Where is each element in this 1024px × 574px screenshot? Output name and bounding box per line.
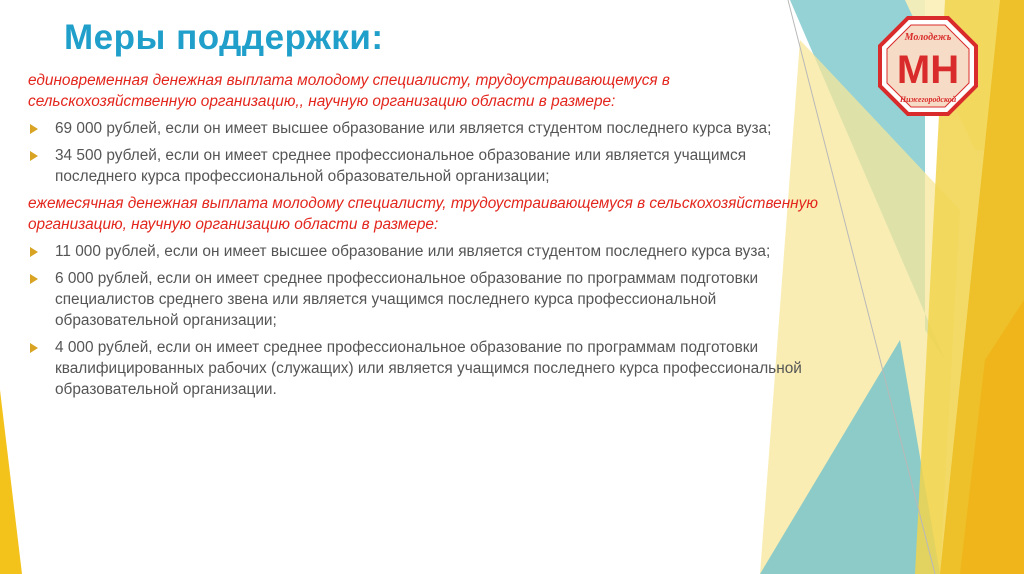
section-lead: ежемесячная денежная выплата молодому специалисту, трудоустраивающемуся в сельскохозяйственную организацию, научную организацию области в размере: bbox=[28, 195, 818, 233]
list-item bbox=[28, 268, 828, 331]
section-one-time-payment bbox=[28, 70, 828, 187]
list-item bbox=[28, 241, 828, 262]
list-item-text: 11 000 рублей, если он имеет высшее образование или является студентом последнего курса вуза; bbox=[55, 243, 771, 260]
logo-letters: МН bbox=[896, 48, 960, 92]
slide-title: Меры поддержки: bbox=[64, 18, 384, 57]
triangle-bullet-icon bbox=[30, 247, 38, 257]
section-monthly-payment bbox=[28, 193, 828, 400]
list-item bbox=[28, 118, 828, 139]
left-yellow-shape bbox=[0, 390, 22, 574]
list-item bbox=[28, 337, 828, 400]
list-item-text: 4 000 рублей, если он имеет среднее профессиональное образование по программам подготовки квалифицированных рабочих (служащих) или является учащимся последнего курса профессиональной образовательной организации. bbox=[55, 339, 802, 398]
logo-top-text: Молодежь bbox=[904, 32, 952, 43]
list-item bbox=[28, 145, 828, 187]
logo bbox=[878, 16, 978, 116]
list-item-text: 6 000 рублей, если он имеет среднее профессиональное образование по программам подготовки специалистов среднего звена или является учащимся последнего курса профессиональной образовательной организации; bbox=[55, 270, 759, 329]
section-lead: единовременная денежная выплата молодому специалисту, трудоустраивающемуся в сельскохозяйственную организацию,, научную организацию области в размере: bbox=[28, 72, 670, 110]
list-item-text: 34 500 рублей, если он имеет среднее профессиональное образование или является учащимся последнего курса профессиональной образовательной организации; bbox=[55, 147, 747, 185]
slide-content bbox=[28, 70, 828, 406]
list-item-text: 69 000 рублей, если он имеет высшее образование или является студентом последнего курса вуза; bbox=[55, 120, 772, 137]
triangle-bullet-icon bbox=[30, 343, 38, 353]
logo-bottom-text: Нижегородской bbox=[899, 95, 957, 104]
triangle-bullet-icon bbox=[30, 274, 38, 284]
triangle-bullet-icon bbox=[30, 151, 38, 161]
triangle-bullet-icon bbox=[30, 124, 38, 134]
